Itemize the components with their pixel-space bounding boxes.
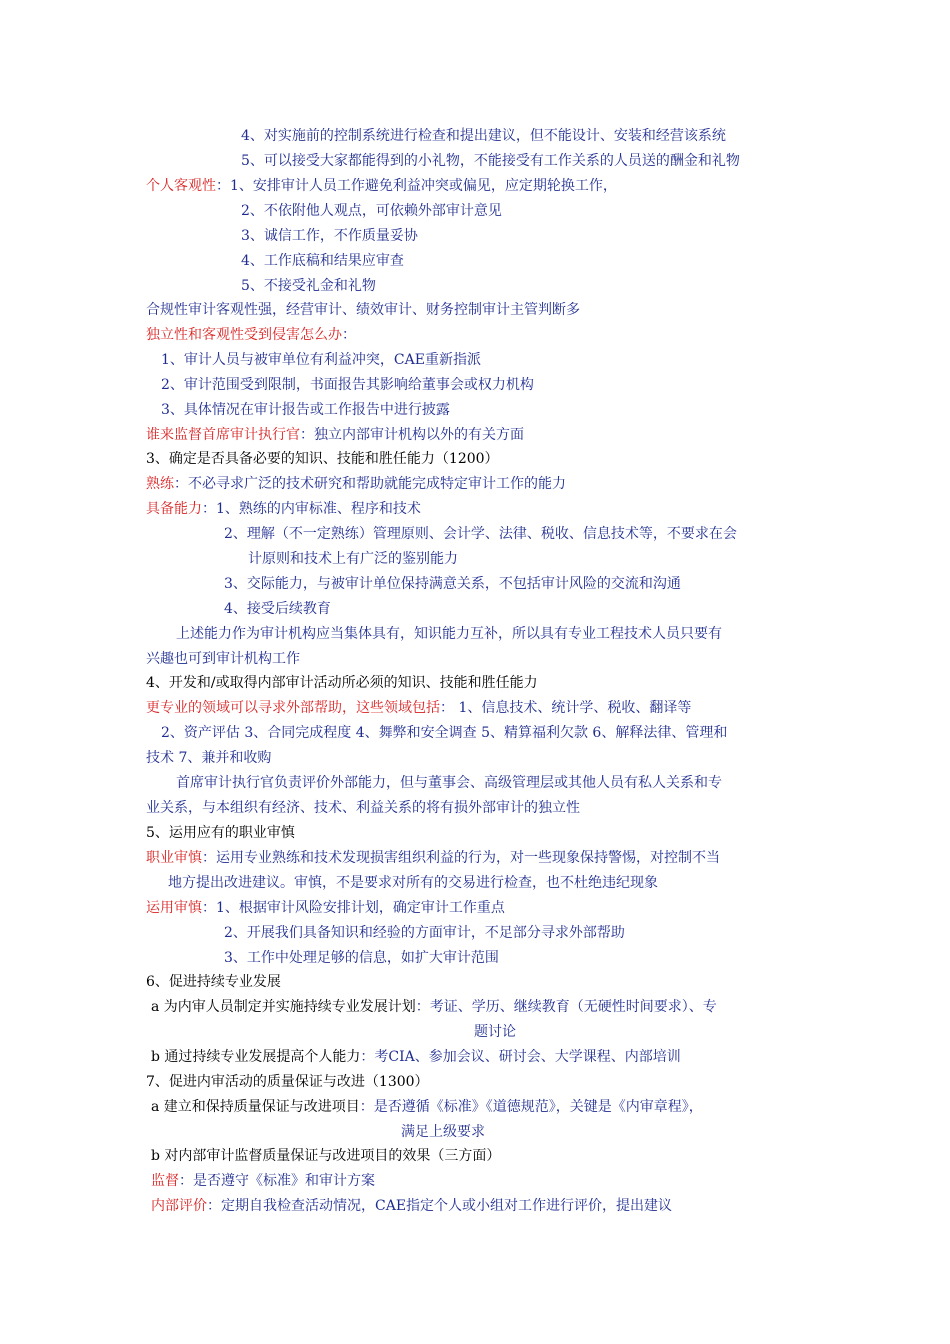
text-line	[146, 425, 524, 445]
text-segment: 4、开发和/或取得内部审计活动所必须的知识、技能和胜任能力	[146, 675, 538, 691]
text-segment: b 对内部审计监督质量保证与改进项目的效果（三方面）	[151, 1148, 501, 1164]
text-line	[146, 823, 295, 843]
text-segment: 5、可以接受大家都能得到的小礼物，不能接受有工作关系的人员送的酬金和礼物	[241, 153, 740, 169]
text-line	[161, 723, 727, 743]
text-segment: 6、促进持续专业发展	[146, 974, 281, 990]
text-segment: 3、具体情况在审计报告或工作报告中进行披露	[161, 402, 450, 418]
text-segment: 2、审计范围受到限制，书面报告其影响给董事会或权力机构	[161, 377, 534, 393]
text-line	[146, 176, 617, 196]
heading-term: 谁来监督首席审计执行官	[146, 427, 300, 443]
text-line	[224, 599, 331, 619]
text-segment: ：不必寻求广泛的技术研究和帮助就能完成特定审计工作的能力	[174, 476, 566, 492]
text-segment: ：1、熟练的内审标准、程序和技术	[202, 501, 421, 517]
text-line	[161, 400, 450, 420]
text-segment: 3、工作中处理足够的信息，如扩大审计范围	[224, 950, 499, 966]
text-line	[224, 923, 625, 943]
heading-term: 熟练	[146, 476, 174, 492]
text-line	[168, 873, 658, 893]
text-line	[146, 698, 691, 718]
text-segment: ： 1、信息技术、统计学、税收、翻译等	[440, 700, 692, 716]
text-line	[161, 375, 534, 395]
text-line	[151, 1196, 672, 1216]
text-line	[151, 1047, 681, 1067]
text-segment: ：	[342, 327, 356, 343]
text-segment: 3、交际能力，与被审计单位保持满意关系，不包括审计风险的交流和沟通	[224, 576, 681, 592]
text-segment: ：1、根据审计风险安排计划，确定审计工作重点	[202, 900, 505, 916]
text-line	[146, 300, 580, 320]
text-line	[146, 748, 271, 768]
text-line	[151, 1146, 500, 1166]
text-line	[146, 474, 566, 494]
text-segment: 1、审计人员与被审单位有利益冲突，CAE重新指派	[161, 352, 481, 368]
text-line	[241, 201, 502, 221]
text-line	[151, 997, 717, 1017]
text-line	[241, 126, 726, 146]
text-line	[146, 848, 720, 868]
text-line	[146, 972, 281, 992]
text-line	[151, 1171, 375, 1191]
heading-term: 运用审慎	[146, 900, 202, 916]
text-segment: ：1、安排审计人员工作避免利益冲突或偏见，应定期轮换工作，	[216, 178, 617, 194]
heading-term: 独立性和客观性受到侵害怎么办	[146, 327, 342, 343]
text-line	[151, 1097, 703, 1117]
text-line	[146, 649, 300, 669]
text-line	[248, 549, 458, 569]
text-segment: ：运用专业熟练和技术发现损害组织利益的行为，对一些现象保持警惕，对控制不当	[202, 850, 720, 866]
text-line	[241, 251, 404, 271]
text-segment: 合规性审计客观性强，经营审计、绩效审计、财务控制审计主管判断多	[146, 302, 580, 318]
text-segment: 题讨论	[474, 1024, 516, 1040]
text-segment: 满足上级要求	[401, 1124, 485, 1140]
text-line	[224, 524, 737, 544]
text-line	[224, 574, 681, 594]
text-segment: 3、诚信工作，不作质量妥协	[241, 228, 418, 244]
text-segment: 兴趣也可到审计机构工作	[146, 651, 300, 667]
text-line	[401, 1122, 485, 1142]
text-segment: 2、资产评估 3、合同完成程度 4、舞弊和安全调查 5、精算福利欠款 6、解释法律、管理和	[161, 725, 728, 741]
text-segment: 4、工作底稿和结果应审查	[241, 253, 404, 269]
text-line	[241, 226, 418, 246]
text-segment: 2、不依附他人观点，可依赖外部审计意见	[241, 203, 502, 219]
text-segment: ：是否遵循《标准》《道德规范》，关键是《内审章程》，	[359, 1099, 703, 1115]
text-segment: 上述能力作为审计机构应当集体具有，知识能力互补，所以具有专业工程技术人员只要有	[176, 626, 722, 642]
text-line	[146, 499, 421, 519]
text-line	[224, 948, 499, 968]
text-line	[161, 350, 481, 370]
text-segment: 4、对实施前的控制系统进行检查和提出建议，但不能设计、安装和经营该系统	[241, 128, 726, 144]
heading-term: 更专业的领域可以寻求外部帮助，这些领域包括	[146, 700, 440, 716]
text-segment: ：是否遵守《标准》和审计方案	[179, 1173, 375, 1189]
text-line	[176, 624, 722, 644]
text-line	[241, 151, 740, 171]
text-line	[146, 798, 580, 818]
text-line	[146, 325, 356, 345]
text-line	[146, 898, 505, 918]
text-segment: 计原则和技术上有广泛的鉴别能力	[248, 551, 458, 567]
text-segment: 地方提出改进建议。审慎，不是要求对所有的交易进行检查，也不杜绝违纪现象	[168, 875, 658, 891]
text-segment: ：独立内部审计机构以外的有关方面	[300, 427, 524, 443]
text-segment: a 为内审人员制定并实施持续专业发展计划	[151, 999, 416, 1015]
text-segment: 7、促进内审活动的质量保证与改进（1300）	[146, 1074, 429, 1090]
text-segment: 5、不接受礼金和礼物	[241, 278, 376, 294]
text-segment: 技术 7、兼并和收购	[146, 750, 272, 766]
heading-term: 监督	[151, 1173, 179, 1189]
text-segment: b 通过持续专业发展提高个人能力	[151, 1049, 361, 1065]
text-segment: ：考证、学历、继续教育（无硬性时间要求）、专	[415, 999, 717, 1015]
text-segment: 2、开展我们具备知识和经验的方面审计，不足部分寻求外部帮助	[224, 925, 625, 941]
text-segment: 4、接受后续教育	[224, 601, 331, 617]
text-line	[241, 276, 376, 296]
text-line	[146, 673, 538, 693]
text-segment: a 建立和保持质量保证与改进项目	[151, 1099, 360, 1115]
heading-term: 个人客观性	[146, 178, 216, 194]
text-segment: 业关系，与本组织有经济、技术、利益关系的将有损外部审计的独立性	[146, 800, 580, 816]
text-line	[146, 1072, 429, 1092]
text-segment: ：定期自我检查活动情况，CAE指定个人或小组对工作进行评价，提出建议	[207, 1198, 673, 1214]
heading-term: 具备能力	[146, 501, 202, 517]
text-line	[146, 449, 499, 469]
text-line	[474, 1022, 516, 1042]
text-line	[176, 773, 722, 793]
heading-term: 职业审慎	[146, 850, 202, 866]
text-segment: 首席审计执行官负责评价外部能力，但与董事会、高级管理层或其他人员有私人关系和专	[176, 775, 722, 791]
text-segment: 5、运用应有的职业审慎	[146, 825, 295, 841]
heading-term: 内部评价	[151, 1198, 207, 1214]
text-segment: ：考CIA、参加会议、研讨会、大学课程、内部培训	[360, 1049, 681, 1065]
text-segment: 2、理解（不一定熟练）管理原则、会计学、法律、税收、信息技术等，不要求在会	[224, 526, 737, 542]
text-segment: 3、确定是否具备必要的知识、技能和胜任能力（1200）	[146, 451, 499, 467]
